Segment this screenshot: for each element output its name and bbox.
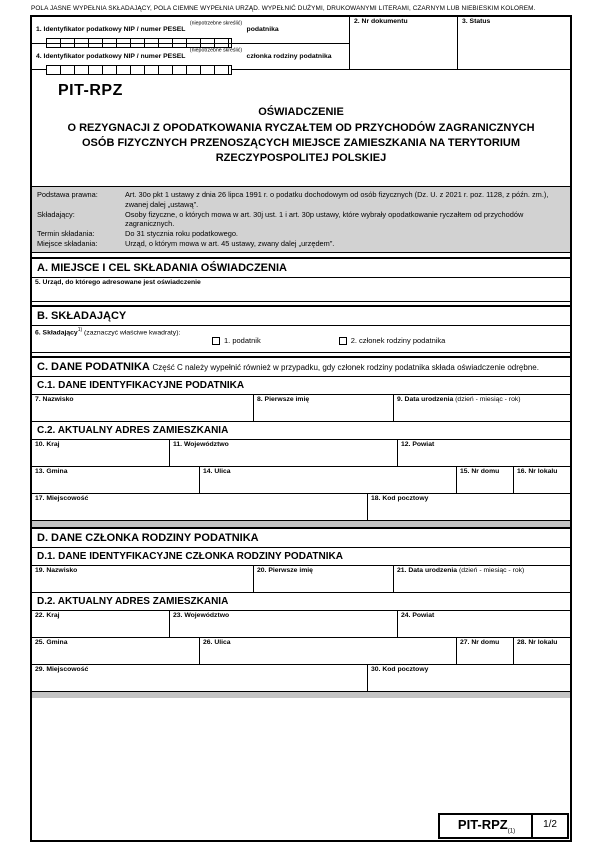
row-d2-address-2: [32, 638, 570, 665]
field-26-street-input[interactable]: [200, 638, 457, 664]
field-28-flat-number-input[interactable]: [514, 638, 570, 664]
section-divider: [32, 692, 570, 698]
top-notice: POLA JASNE WYPEŁNIA SKŁADAJĄCY, POLA CIEMNE WYPEŁNIA URZĄD. WYPEŁNIĆ DUŻYMI, DRUKOWANYMI LITERAMI, CZARNYM LUB NIEBIESKIM KOLOREM.: [31, 5, 536, 12]
field-6-declarant: [32, 326, 570, 353]
row-d1-identity: [32, 566, 570, 593]
field-12-county-input[interactable]: [398, 440, 570, 466]
field-27-house-number-input[interactable]: [457, 638, 514, 664]
field-21-note: (dzień - miesiąc - rok): [458, 567, 525, 575]
legal-text-termin: Do 31 stycznia roku podatkowego.: [125, 229, 238, 239]
field-13-commune-input[interactable]: [32, 467, 200, 493]
field-18-label: 18. Kod pocztowy: [371, 495, 429, 503]
row-d2-address-3: [32, 665, 570, 692]
field-2-label: 2. Nr dokumentu: [354, 18, 408, 25]
field-12-label: 12. Powiat: [401, 441, 435, 449]
legal-text-miejsce: Urząd, o którym mowa w art. 45 ustawy, zwany dalej „urzędem”.: [125, 239, 335, 249]
field-1-note: (niepotrzebne skreślić): [189, 20, 243, 27]
option-taxpayer-label: 1. podatnik: [224, 336, 261, 346]
field-29-label: 29. Miejscowość: [35, 666, 89, 674]
field-6-footnote-ref: 1): [77, 327, 83, 334]
field-21-birth-date-input[interactable]: [394, 566, 570, 592]
legal-text-podstawa: Art. 30o pkt 1 ustawy z dnia 26 lipca 1991 r. o podatku dochodowym od osób fizycznych (Dz. U. z 2021 r. poz. 1128, z późn. zm.), zwanej dalej „ustawą”.: [125, 189, 549, 209]
field-24-county-input[interactable]: [398, 611, 570, 637]
field-7-surname-input[interactable]: [32, 395, 254, 421]
id-header-table: [32, 17, 570, 70]
field-8-label: 8. Pierwsze imię: [257, 396, 310, 404]
row-c2-address-1: [32, 440, 570, 467]
field-5-tax-office-input[interactable]: [32, 278, 570, 302]
field-14-label: 14. Ulica: [203, 468, 231, 476]
section-c1-header: C.1. DANE IDENTYFIKACYJNE PODATNIKA: [32, 377, 570, 395]
row-d2-address-1: [32, 611, 570, 638]
field-4-label: 4. Identyfikator podatkowy NIP / numer PESEL: [36, 53, 186, 60]
footer-form-version: (1): [507, 829, 516, 835]
field-2-document-number[interactable]: [350, 17, 458, 69]
field-10-country-input[interactable]: [32, 440, 170, 466]
legal-text-skladajacy: Osoby fizyczne, o których mowa w art. 30j ust. 1 i art. 30p ustawy, które wybrały opodatkowanie ryczałtem od przychodów zagranicznych.: [125, 209, 524, 229]
field-3-label: 3. Status: [462, 18, 491, 25]
declarant-options: [212, 336, 445, 345]
field-21-label: 21. Data urodzenia: [397, 567, 458, 575]
footer-page-number: 1/2: [533, 813, 569, 839]
field-17-city-input[interactable]: [32, 494, 368, 520]
id-left-column: [32, 17, 350, 69]
option-family-member: [339, 336, 446, 345]
field-3-status[interactable]: [458, 17, 570, 69]
field-14-street-input[interactable]: [200, 467, 457, 493]
field-11-voivodeship-input[interactable]: [170, 440, 398, 466]
section-c2-header: C.2. AKTUALNY ADRES ZAMIESZKANIA: [32, 422, 570, 440]
section-c-header: [32, 356, 570, 377]
footer-form-code: [438, 813, 533, 839]
legal-label-termin: Termin składania:: [37, 229, 95, 239]
field-22-label: 22. Kraj: [35, 612, 60, 620]
section-c-note: Część C należy wypełnić również w przypadku, gdy członek rodziny podatnika składa oświadczenie odrębne.: [152, 363, 539, 373]
field-9-label: 9. Data urodzenia: [397, 396, 454, 404]
form-title-line1: OŚWIADCZENIE: [258, 106, 344, 118]
row-c2-address-2: [32, 467, 570, 494]
legal-row-miejsce: [37, 239, 565, 249]
field-23-label: 23. Województwo: [173, 612, 230, 620]
field-19-surname-input[interactable]: [32, 566, 254, 592]
legal-row-skladajacy: [37, 210, 565, 230]
field-24-label: 24. Powiat: [401, 612, 435, 620]
option-taxpayer: [212, 336, 261, 345]
field-7-label: 7. Nazwisko: [35, 396, 74, 404]
field-18-postal-code-input[interactable]: [368, 494, 570, 520]
field-20-first-name-input[interactable]: [254, 566, 394, 592]
field-10-label: 10. Kraj: [35, 441, 60, 449]
field-1-label: 1. Identyfikator podatkowy NIP / numer PESEL: [36, 26, 186, 33]
field-1-nip-pesel-taxpayer: [32, 17, 349, 43]
field-4-suffix: członka rodziny podatnika: [246, 53, 332, 60]
field-5-label: 5. Urząd, do którego adresowane jest oświadczenie: [35, 279, 201, 287]
section-c-title: C. DANE PODATNIKA: [37, 361, 150, 374]
field-23-voivodeship-input[interactable]: [170, 611, 398, 637]
field-15-house-number-input[interactable]: [457, 467, 514, 493]
field-17-label: 17. Miejscowość: [35, 495, 89, 503]
section-a-header: A. MIEJSCE I CEL SKŁADANIA OŚWIADCZENIA: [32, 257, 570, 278]
footer: [32, 813, 570, 840]
legal-row-termin: [37, 229, 565, 239]
section-d2-header: D.2. AKTUALNY ADRES ZAMIESZKANIA: [32, 593, 570, 611]
form-title-line2: O REZYGNACJI Z OPODATKOWANIA RYCZAŁTEM OD PRZYCHODÓW ZAGRANICZNYCH OSÓB FIZYCZNYCH PRZENOSZĄCYCH MIEJSCE ZAMIESZKANIA NA TERYTORIUM RZECZYPOSPOLITEJ POLSKIEJ: [67, 122, 535, 164]
field-22-country-input[interactable]: [32, 611, 170, 637]
field-1-suffix: podatnika: [246, 26, 279, 33]
footer-form-code-text: PIT-RPZ: [457, 817, 508, 833]
field-13-label: 13. Gmina: [35, 468, 68, 476]
field-16-label: 16. Nr lokalu: [517, 468, 558, 476]
option-family-member-label: 2. członek rodziny podatnika: [350, 336, 446, 346]
checkbox-family-member[interactable]: [339, 337, 347, 345]
field-30-label: 30. Kod pocztowy: [371, 666, 429, 674]
field-11-label: 11. Województwo: [173, 441, 229, 449]
section-d1-header: D.1. DANE IDENTYFIKACYJNE CZŁONKA RODZINY PODATNIKA: [32, 548, 570, 566]
field-15-label: 15. Nr domu: [460, 468, 500, 476]
field-25-label: 25. Gmina: [35, 639, 68, 647]
field-16-flat-number-input[interactable]: [514, 467, 570, 493]
legal-row-podstawa: [37, 190, 565, 210]
field-28-label: 28. Nr lokalu: [517, 639, 558, 647]
field-8-first-name-input[interactable]: [254, 395, 394, 421]
field-4-nip-pesel-family-member: [32, 43, 349, 69]
legal-label-skladajacy: Składający:: [37, 209, 75, 219]
field-9-note: (dzień - miesiąc - rok): [455, 396, 521, 404]
row-c2-address-3: [32, 494, 570, 521]
form-frame: [30, 15, 572, 842]
field-30-postal-code-input[interactable]: [368, 665, 570, 691]
field-9-birth-date-input[interactable]: [394, 395, 570, 421]
field-29-city-input[interactable]: [32, 665, 368, 691]
field-25-commune-input[interactable]: [32, 638, 200, 664]
legal-basis-box: [32, 186, 570, 254]
section-b-header: B. SKŁADAJĄCY: [32, 305, 570, 326]
section-d-header: D. DANE CZŁONKA RODZINY PODATNIKA: [32, 527, 570, 548]
field-19-label: 19. Nazwisko: [35, 567, 78, 575]
field-26-label: 26. Ulica: [203, 639, 231, 647]
legal-label-miejsce: Miejsce składania:: [37, 239, 98, 249]
form-code: PIT-RPZ: [58, 82, 123, 99]
legal-label-podstawa: Podstawa prawna:: [37, 189, 98, 199]
field-6-note: (zaznaczyć właściwe kwadraty):: [84, 329, 181, 337]
field-4-note: (niepotrzebne skreślić): [189, 47, 243, 54]
field-20-label: 20. Pierwsze imię: [257, 567, 313, 575]
field-6-label: 6. Składający: [35, 329, 78, 337]
checkbox-taxpayer[interactable]: [212, 337, 220, 345]
row-c1-identity: [32, 395, 570, 422]
form-title-block: [32, 102, 570, 166]
field-27-label: 27. Nr domu: [460, 639, 500, 647]
